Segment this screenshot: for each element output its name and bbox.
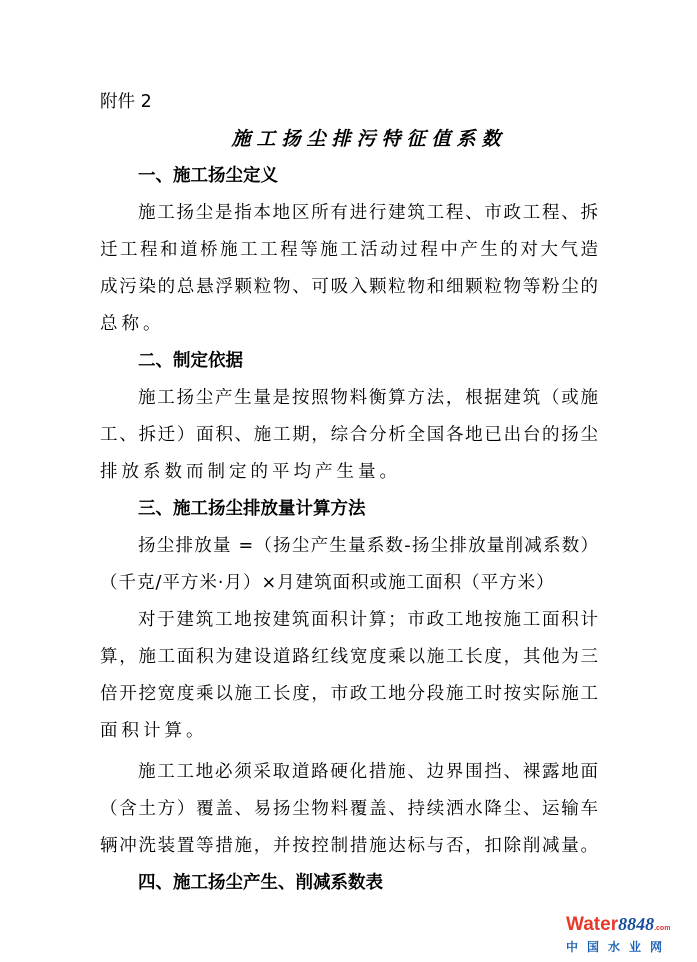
watermark-logo <box>566 914 696 955</box>
text-line: 迁工程和道桥施工工程等施工活动过程中产生的对大气造 <box>100 240 598 260</box>
text-line: 倍开挖宽度乘以施工长度，市政工地分段施工时按实际施工 <box>100 684 598 704</box>
text-line: 算，施工面积为建设道路红线宽度乘以施工长度，其他为三 <box>100 647 598 667</box>
text-line: 成污染的总悬浮颗粒物、可吸入颗粒物和细颗粒物等粉尘的 <box>100 277 598 297</box>
document-page <box>100 84 598 902</box>
text-line: 面积计算。 <box>100 721 208 741</box>
section-1-heading: 一、施工扬尘定义 <box>138 166 278 186</box>
formula-line: （千克/平方米·月）×月建筑面积或施工面积（平方米） <box>100 573 555 593</box>
document-title: 施工扬尘排污特征值系数 <box>231 128 507 150</box>
watermark-cn: 中国水业网 <box>566 940 672 954</box>
text-line: 施工扬尘是指本地区所有进行建筑工程、市政工程、拆 <box>138 203 598 223</box>
text-line: 辆冲洗装置等措施，并按控制措施达标与否，扣除削减量。 <box>100 836 598 856</box>
section-3-heading: 三、施工扬尘排放量计算方法 <box>138 499 366 519</box>
text-line: 总称。 <box>100 314 165 334</box>
text-line: 排放系数而制定的平均产生量。 <box>100 462 401 482</box>
text-line: 工、拆迁）面积、施工期，综合分析全国各地已出台的扬尘 <box>100 425 598 445</box>
watermark-brand: Water <box>566 914 619 935</box>
section-2-heading: 二、制定依据 <box>138 351 243 371</box>
text-line: （含土方）覆盖、易扬尘物料覆盖、持续洒水降尘、运输车 <box>100 799 598 819</box>
watermark-number: 8848 <box>618 914 655 934</box>
section-4-heading: 四、施工扬尘产生、削减系数表 <box>138 873 383 893</box>
formula-line: 扬尘排放量 =（扬尘产生量系数-扬尘排放量削减系数） <box>138 536 598 556</box>
text-line: 施工扬尘产生量是按照物料衡算方法，根据建筑（或施 <box>138 388 598 408</box>
text-line: 施工工地必须采取道路硬化措施、边界围挡、裸露地面 <box>138 762 598 782</box>
watermark-com: .com <box>654 925 671 932</box>
text-line: 对于建筑工地按建筑面积计算；市政工地按施工面积计 <box>138 610 598 630</box>
attachment-label: 附件 2 <box>100 92 152 112</box>
